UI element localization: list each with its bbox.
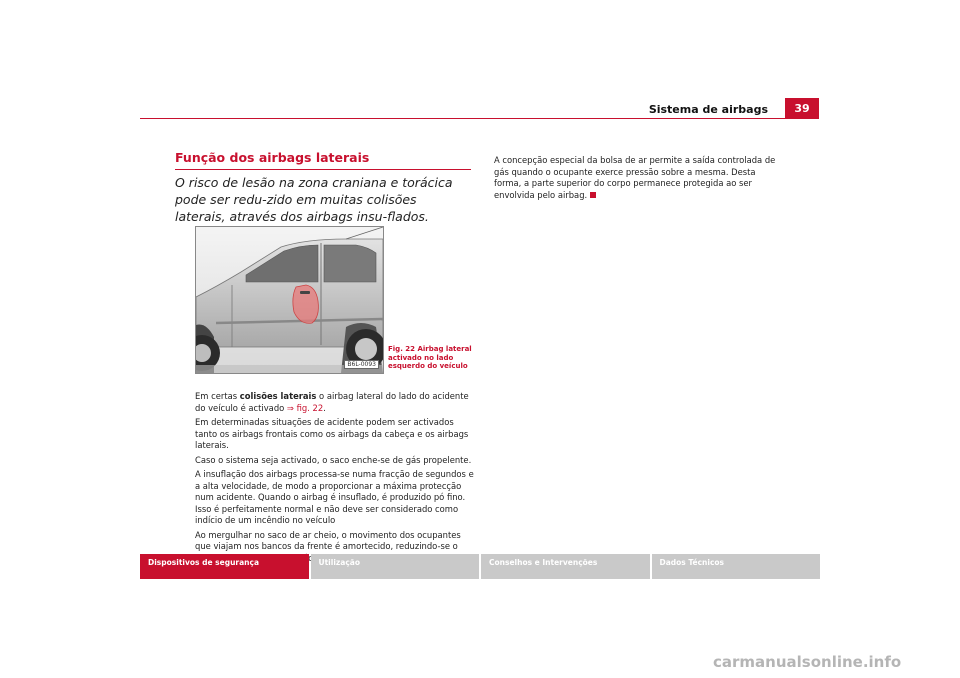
body-text-right [494,155,776,201]
paragraph-4: A insuflação dos airbags processa-se numa fracção de segundos e a alta velocidade, de modo a proporcionar a máxima protecção num acidente. Quando o airbag é insuflado, é produzido pó fino. Isso é perfeitamente normal e não deve ser considerado como indício de um incêndio no veículo [195,469,474,525]
right-paragraph-1: A concepção especial da bolsa de ar permite a saída controlada de gás quando o ocupante exerce pressão sobre a mesma. Desta forma, a parte superior do corpo permanece protegida ao ser envolvida pelo airbag. [494,155,776,200]
header-rule [140,118,785,119]
figure-code: B6L-0093 [344,360,379,369]
page-number: 39 [785,98,819,119]
paragraph-3: Caso o sistema seja activado, o saco enche-se de gás propelente. [195,454,472,465]
running-header-title: Sistema de airbags [648,103,768,116]
paragraph-2: Em determinadas situações de acidente podem ser activados tanto os airbags frontais como os airbags da cabeça e os airbags laterais. [195,417,469,450]
section-end-marker-icon [590,192,596,198]
section-heading: Função dos airbags laterais [175,150,471,170]
body-text-left [195,391,475,567]
keyword-side-collisions: colisões laterais [239,391,317,401]
footer-tab-operation[interactable]: Utilização [311,554,480,579]
figure-car-airbag [195,226,384,374]
figure-reference-link[interactable]: ⇒ fig. 22 [286,402,324,413]
car-side-illustration [196,227,383,373]
footer-nav [140,554,820,579]
footer-tab-safety[interactable]: Dispositivos de segurança [140,554,309,579]
footer-tab-technical-data[interactable]: Dados Técnicos [652,554,821,579]
paragraph-5: Ao mergulhar no saco de ar cheio, o movimento dos ocupantes que viajam nos bancos da frente é amortecido, reduzindo-se o torácica. [195,529,461,563]
watermark: carmanualsonline.info [713,653,902,671]
paragraph-1: Em certas colisões laterais o airbag lateral do lado do acidente do veículo é activado ⇒ fig. 22. [195,391,469,413]
section-lead: O risco de lesão na zona craniana e torácica pode ser redu-zido em muitas colisões laterais, através dos airbags insu-flados. [175,175,453,224]
figure-caption: Fig. 22 Airbag lateral activado no lado esquerdo do veículo [388,345,472,370]
footer-tab-advice[interactable]: Conselhos e Intervenções [481,554,650,579]
